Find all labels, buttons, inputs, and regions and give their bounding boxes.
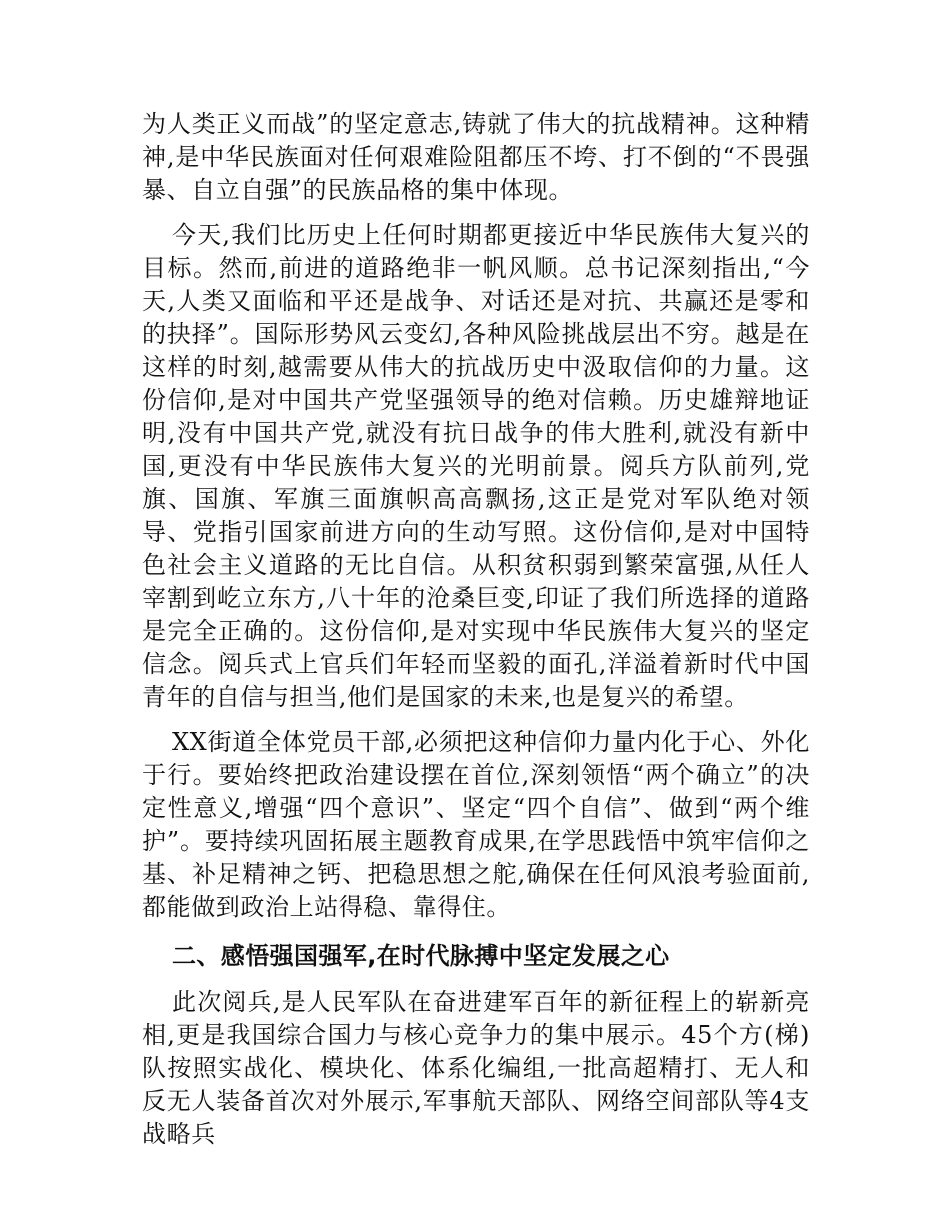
document-body <box>142 108 810 1151</box>
paragraph-parade: 此次阅兵,是人民军队在奋进建军百年的新征程上的崭新亮相,更是我国综合国力与核心竞争力的集中展示。45个方(梯)队按照实战化、模块化、体系化编组,一批高超精打、无人和反无人装备首次对外展示,军事航天部队、网络空间部队等4支战略兵 <box>142 988 810 1148</box>
paragraph-continuation: 为人类正义而战”的坚定意志,铸就了伟大的抗战精神。这种精神,是中华民族面对任何艰难险阻都压不垮、打不倒的“不畏强暴、自立自强”的民族品格的集中体现。 <box>142 110 810 204</box>
section-heading: 二、感悟强国强军,在时代脉搏中坚定发展之心 <box>172 942 670 970</box>
paragraph-faith: 今天,我们比历史上任何时期都更接近中华民族伟大复兴的目标。然而,前进的道路绝非一帆风顺。总书记深刻指出,“今天,人类又面临和平还是战争、对话还是对抗、共赢还是零和的抉择”。国际形势风云变幻,各种风险挑战层出不穷。越是在这样的时刻,越需要从伟大的抗战历史中汲取信仰的力量。这份信仰,是对中国共产党坚强领导的绝对信赖。历史雄辩地证明,没有中国共产党,就没有抗日战争的伟大胜利,就没有新中国,更没有中华民族伟大复兴的光明前景。阅兵方队前列,党旗、国旗、军旗三面旗帜高高飘扬,这正是党对军队绝对领导、党指引国家前进方向的生动写照。这份信仰,是对中国特色社会主义道路的无比自信。从积贫积弱到繁荣富强,从任人宰割到屹立东方,八十年的沧桑巨变,印证了我们所选择的道路是完全正确的。这份信仰,是对实现中华民族伟大复兴的坚定信念。阅兵式上官兵们年轻而坚毅的面孔,洋溢着新时代中国青年的自信与担当,他们是国家的未来,也是复兴的希望。 <box>142 221 810 711</box>
paragraph-party-members: XX街道全体党员干部,必须把这种信仰力量内化于心、外化于行。要始终把政治建设摆在首位,深刻领悟“两个确立”的决定性意义,增强“四个意识”、坚定“四个自信”、做到“两个维护”。要持续巩固拓展主题教育成果,在学思践悟中筑牢信仰之基、补足精神之钙、把稳思想之舵,确保在任何风浪考验面前,都能做到政治上站得稳、靠得住。 <box>142 728 810 921</box>
